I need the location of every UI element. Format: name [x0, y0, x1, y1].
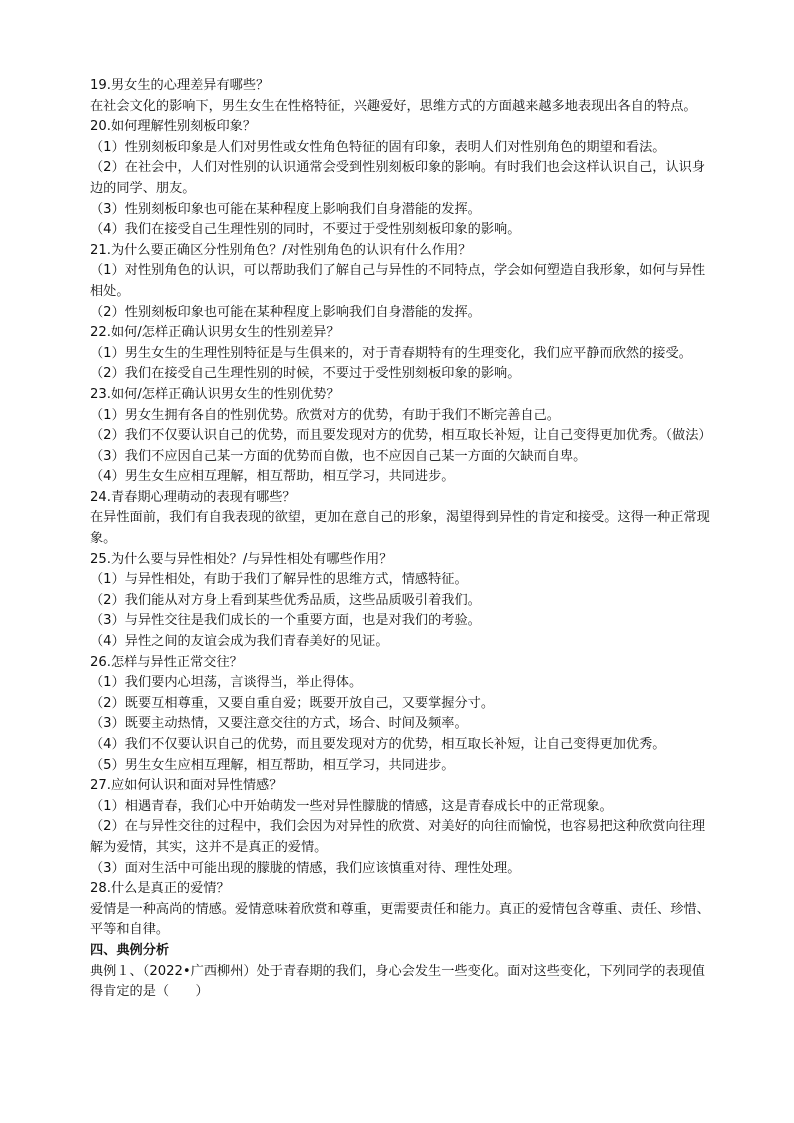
question-heading: 22.如何/怎样正确认识男女生的性别差异？	[90, 325, 340, 341]
paragraph: 在社会文化的影响下，男生女生在性格特征，兴趣爱好，思维方式的方面越来越多地表现出各自的特点。	[90, 98, 697, 114]
question-heading: 23.如何/怎样正确认识男女生的性别优势？	[90, 386, 340, 402]
question-heading: 21.为什么要正确区分性别角色？/对性别角色的认识有什么作用？	[90, 242, 472, 258]
paragraph: （1）男女生拥有各自的性别优势。欣赏对方的优势，有助于我们不断完善自己。	[90, 407, 560, 423]
question-heading: 27.应如何认识和面对异性情感？	[90, 778, 283, 794]
paragraph: （2）我们不仅要认识自己的优势，而且要发现对方的优势，相互取长补短，让自己变得更加优秀。（做法）	[90, 428, 712, 444]
paragraph: （3）与异性交往是我们成长的一个重要方面，也是对我们的考验。	[90, 613, 481, 629]
paragraph: （1）与异性相处，有助于我们了解异性的思维方式，情感特征。	[90, 572, 468, 588]
paragraph: （2）在社会中，人们对性别的认识通常会受到性别刻板印象的影响。有时我们也会这样认识自己，认识身边的同学、朋友。	[90, 160, 706, 196]
paragraph: （4）异性之间的友谊会成为我们青春美好的见证。	[90, 634, 389, 650]
paragraph: 在异性面前，我们有自我表现的欲望，更加在意自己的形象，渴望得到异性的肯定和接受。这得一种正常现象。	[90, 510, 710, 547]
paragraph: （2）性别刻板印象也可能在某种程度上影响我们自身潜能的发挥。	[90, 304, 481, 320]
paragraph: （3）面对生活中可能出现的朦胧的情感，我们应该慎重对待、理性处理。	[90, 860, 521, 876]
paragraph: （2）既要互相尊重，又要自重自爱；既要开放自己，又要掌握分寸。	[90, 695, 495, 711]
paragraph: （3）我们不应因自己某一方面的优势而自傲，也不应因自己某一方面的欠缺而自卑。	[90, 448, 587, 464]
paragraph: （1）相遇青春，我们心中开始萌发一些对异性朦胧的情感，这是青春成长中的正常现象。	[90, 798, 613, 814]
paragraph: （4）我们不仅要认识自己的优势，而且要发现对方的优势，相互取长补短，让自己变得更加优秀。	[90, 737, 666, 752]
paragraph: （5）男生女生应相互理解，相互帮助，相互学习，共同进步。	[90, 757, 455, 773]
paragraph: 爱情是一种高尚的情感。爱情意味着欣赏和尊重，更需要责任和能力。真正的爱情包含尊重、责任、珍惜、平等和自律。	[90, 901, 710, 938]
paragraph: （1）我们要内心坦荡，言谈得当，举止得体。	[90, 675, 363, 691]
question-heading: 24.青春期心理萌动的表现有哪些？	[90, 489, 296, 505]
question-heading: 20.如何理解性别刻板印象？	[90, 119, 257, 135]
paragraph: （1）性别刻板印象是人们对男性或女性角色特征的固有印象，表明人们对性别角色的期望和看法。	[90, 139, 666, 155]
paragraph: （1）男生女生的生理性别特征是与生俱来的，对于青春期特有的生理变化，我们应平静而欣然的接受。（2）我们在接受自己生理性别的时候，不要过于受性别刻板印象的影响。	[90, 345, 692, 382]
paragraph: （2）我们能从对方身上看到某些优秀品质，这些品质吸引着我们。	[90, 592, 481, 608]
paragraph: （4）男生女生应相互理解，相互帮助，相互学习，共同进步。	[90, 469, 455, 485]
question-heading: 19.男女生的心理差异有哪些？	[90, 78, 270, 93]
paragraph: （3）既要主动热情，又要注意交往的方式，场合、时间及频率。	[90, 716, 468, 732]
section-heading: 四、典例分析	[90, 942, 170, 958]
question-heading: 26.怎样与异性正常交往？	[90, 654, 243, 670]
question-heading: 28.什么是真正的爱情？	[90, 881, 230, 897]
paragraph: 典例１、（2022•广西柳州）处于青春期的我们，身心会发生一些变化。面对这些变化，下列同学的表现值得肯定的是（ ）	[90, 963, 705, 1000]
document-page	[90, 76, 710, 1003]
paragraph: （4）我们在接受自己生理性别的同时，不要过于受性别刻板印象的影响。	[90, 222, 521, 238]
question-heading: 25.为什么要与异性相处？/与异性相处有哪些作用？	[90, 551, 393, 567]
paragraph: （2）在与异性交往的过程中，我们会因为对异性的欣赏、对美好的向往而愉悦，也容易把这种欣赏向往理解为爱情，其实，这并不是真正的爱情。	[90, 819, 706, 855]
paragraph: （1）对性别角色的认识，可以帮助我们了解自己与异性的不同特点，学会如何塑造自我形象，如何与异性相处。	[90, 263, 706, 299]
paragraph: （3）性别刻板印象也可能在某种程度上影响我们自身潜能的发挥。	[90, 201, 481, 217]
